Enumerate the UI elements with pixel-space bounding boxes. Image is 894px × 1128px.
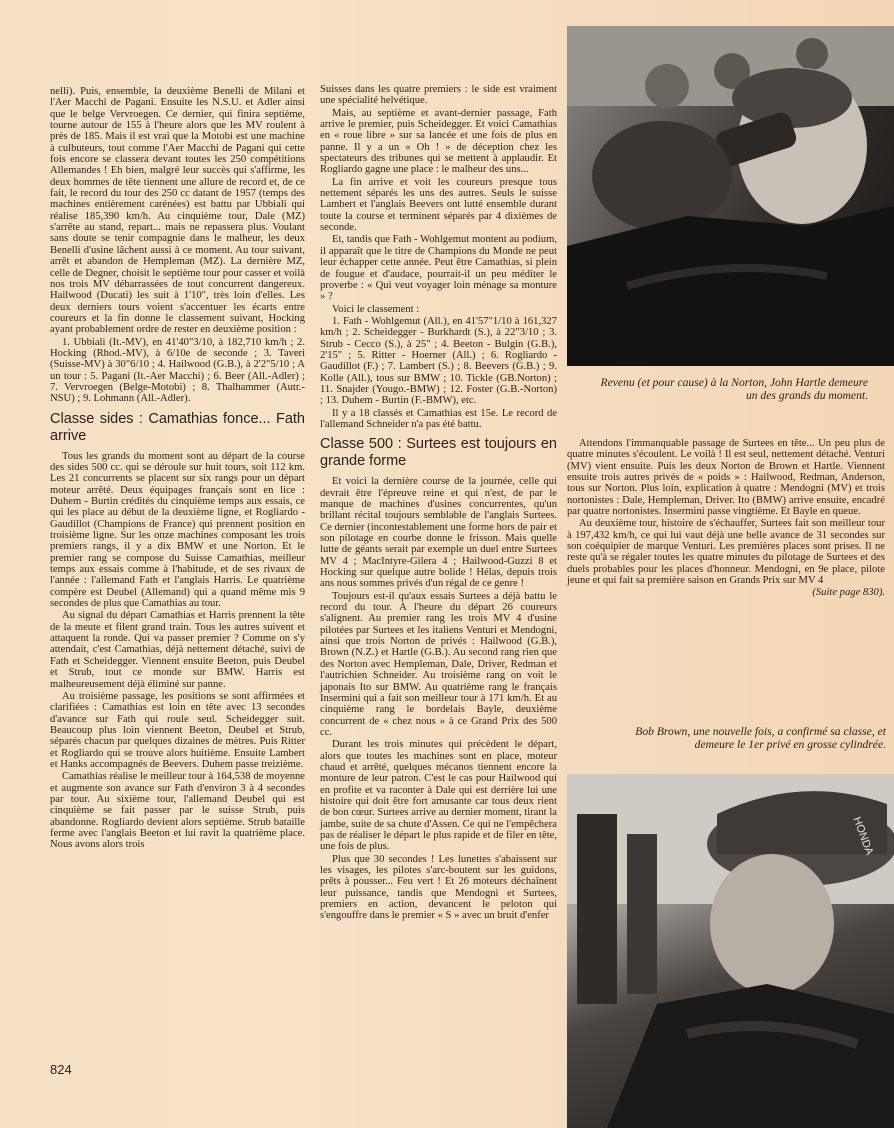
paragraph: Camathias réalise le meilleur tour à 164,538 de moyenne et augmente son avance sur Fath d'environ 3 à 4 secondes par tour. Au sixième tour, l'allemand Deubel qui est cinquième se fait passer par le suisse Strub, puis abandonne. Rogliardo devient alors septième. Strub bataille ferme avec l'anglais Beeton et lui ravit la quatrième place. Nous avons alors trois	[50, 771, 305, 851]
paragraph: Suisses dans les quatre premiers : le side est vraiment une spécialité helvétique.	[320, 84, 557, 107]
paragraph: La fin arrive et voit les coureurs presque tous nettement séparés les uns des autres. Seuls le suisse Lambert et l'anglais Beevers ont lutté ensemble durant toute la course et terminent séparés par 4 dixièmes de seconde.	[320, 176, 557, 234]
paragraph: Au signal du départ Camathias et Harris prennent la tête de la meute et filent grand train. Tous les autres suivent et attaquent la ronde. Qui va passer premier ? Comme on s'y attendait, c'est Camathias, déjà nettement détaché, suivi de Fath et Scheidegger. Viennent ensuite Beeton, puis Deubel et Strub, tout ce monde sur BMW. Harris est malheureusement déjà éliminé sur panne.	[50, 610, 305, 690]
photo-bob-brown	[567, 774, 894, 1128]
page-number: 824	[50, 1062, 72, 1077]
paragraph: Au deuxième tour, histoire de s'échauffer, Surtees fait son meilleur tour à 197,432 km/h, ce qui lui vaut déjà une belle avance de 31 secondes sur son coéquipier de marque Venturi. Les premières places sont prises. Il ne reste qu'à se régaler toutes les quatre minutes du pilotage de Surtees et des duels probables pour les places d'honneur. Mendogni, en 9e place, pilote jeune et qui fait sa première saison en Grands Prix sur MV 4	[567, 518, 885, 587]
photo-brown-illustration	[567, 774, 894, 1128]
results-250: 1. Ubbiali (It.-MV), en 41'40"3/10, à 182,710 km/h ; 2. Hocking (Rhod.-MV), à 6/10e de seconde ; 3. Taveri (Suisse-MV) à 30"6/10 ; 4. Hailwood (G.B.), à 2'2"5/10 ; A un tour : 5. Pagani (It.-Aer Macchi) ; 6. Beer (All.-Adler) ; 7. Vervroegen (Belge-Motobi) ; 8. Thalhammer (Autr.-NSU) ; 9. Lohmann (All.-Adler).	[50, 336, 305, 405]
caption-photo-1: Revenu (et pour cause) à la Norton, John Hartle demeure un des grands du moment.	[600, 376, 868, 402]
paragraph: Tous les grands du moment sont au départ de la course des sides 500 cc. qui se déroule sur huit tours, soit 112 km. Les 21 concurrents se placent sur six rangs pour un départ moteur arrêté. Deux équipages français sont en lice : Duhem - Burtin crédités du cinquième temps aux essais, ce qui les place au début de la deuxième ligne, et Rogliardo - Gaudillot (Champions de France) qui prennent position en troisième ligne. Sur les onze machines composant les trois premiers rangs, il y a dix BMW et une Norton. Et le premier rang se compose du Suisse Camathias, meilleur temps aux essais comme à l'habitude, et de ses rivaux de l'année : l'allemand Fath et l'anglais Harris. Le quatrième compère est Deubel (Allemand) qui a quand même mis 9 secondes de plus que Camathias au tour.	[50, 450, 305, 610]
caption-photo-2: Bob Brown, une nouvelle fois, a confirmé sa classe, et demeure le 1er privé en grosse cylindrée.	[635, 725, 886, 751]
paragraph: Durant les trois minutes qui précèdent le départ, alors que toutes les machines sont en place, moteur chaud et arrêté, quelques mécanos tiennent encore la monture de leur patron. C'est le cas pour Hailwood qui en profite et va raconter à Dale qui est derrière lui une histoire qui doit être fort amusante car tous deux rient de bon cœur. Surtees arrive au dernier moment, tirant la jambe, suite de sa chute d'Assen. Ce qui ne l'empêchera pas de réaliser le départ le plus rapide et de filer en tête, une fois de plus.	[320, 739, 557, 853]
paragraph: Et voici la dernière course de la journée, celle qui devrait être l'épreuve reine et qui n'est, de par le manque de machines d'usines concurrentes, qu'un brillant récital toujours semblable de l'anglais Surtees. Ce dernier (incontestablement une forme hors de pair et son pilotage en courbe donne le frisson. Mais quelle lutte de géants serait par exemple un duel entre Surtees MV 4 ; MacIntyre-Gilera 4 ; Hailwood-Guzzi 8 et Hocking sur quelque autre bolide ! Hélas, depuis trois ans nous sommes privés d'un régal de ce genre !	[320, 476, 557, 590]
paragraph: Voici le classement :	[332, 303, 420, 315]
paragraph: Plus que 30 secondes ! Les lunettes s'abaissent sur les visages, les pilotes s'arc-boutent sur les guidons, prêts à pousser... Feu vert ! Et 26 moteurs déchaînent leur puissance, tandis que Mendogni et Surtees, premiers en action, devancent le peloton qui s'engouffre dans le premier « S » avec un bruit d'enfer	[320, 853, 557, 922]
helmet-lettering: HONDA	[850, 815, 876, 857]
paragraph: Toujours est-il qu'aux essais Surtees a déjà battu le record du tour. A l'heure du départ 26 coureurs s'alignent. Au premier rang les trois MV 4 d'usine pilotées par Surtees et les italiens Venturi et Mendogni, ainsi que trois Norton de privés : Hailwood (G.B.), Brown (N.Z.) et Hartle (G.B.). Au second rang rien que des Norton avec Hempleman, Dale, Driver, Redman et l'autrichien Schneider. Au troisième rang on voit le japonais Ito sur BMW. Au quatrième rang le français Insermini qui a fait son meilleur tour à 171 km/h. Et au cinquième rang le bordelais Bayle, deuxième concurrent de « chez nous » à ce Grand Prix des 500 cc.	[320, 590, 557, 738]
section-heading-sides: Classe sides : Camathias fonce... Fath arrive	[50, 410, 305, 444]
paragraph: Il y a 18 classés et Camathias est 15e. Le record de l'allemand Schneider n'a pas été battu.	[320, 407, 557, 430]
paragraph: Attendons l'immanquable passage de Surtees en tête... Un peu plus de quatre minutes s'écoulent. Le voilà ! Il est seul, nettement détaché. Venturi (MV) vient ensuite. Puis les deux Norton de Brown et Hartle. Viennent ensuite trois autres privés de « poids » : Hailwood, Redman, Anderson, tous sur Norton. Plus loin, explication à quatre : Mendogni (MV) et trois nortonistes : Dale, Hempleman, Driver. Ito (BMW) arrive ensuite, encadré par quatre nortonistes. Insermini passe vingtième. Et Bayle en queue.	[567, 438, 885, 518]
paragraph: Mais, au septième et avant-dernier passage, Fath arrive le premier, puis Scheidegger. Et voici Camathias en « roue libre » sur sa lancée et une fois de plus en panne. Il y a un « Oh ! » de déception chez les spectateurs des tribunes qui se mettent à applaudir. Et Rogliardo gagne une place : le malheur des uns...	[320, 107, 557, 176]
column-1	[50, 86, 305, 852]
column-2	[320, 84, 557, 923]
section-heading-500: Classe 500 : Surtees est toujours en grande forme	[320, 436, 557, 470]
photo-hartle-illustration	[567, 26, 894, 366]
column-3	[567, 438, 885, 600]
results-sides: 1. Fath - Wohlgemut (All.), en 41'57"1/10 à 161,327 km/h ; 2. Scheidegger - Burkhardt (S.), à 22"3/10 ; 3. Strub - Cecco (S.), à 25" ; 4. Beeton - Bulgin (G.B.), 2'15" ; 5. Ritter - Hoerner (All.) ; 6. Rogliardo - Gaudillot (F.) ; 7. Lambert (S.) ; 8. Beevers (G.B.) ; 9. Kolle (All.), tous sur BMW ; 10. Tickle (GB.Norton) ; 11. Snajder (Yougo.-BMW) ; 12. Foster (G.B.-Norton) ; 13. Duhem - Burtin (F.-BMW), etc.	[320, 315, 557, 407]
paragraph: Au troisième passage, les positions se sont affirmées et clarifiées : Camathias est loin en tête avec 13 secondes d'avance sur Fath qui roule seul. Scheidegger suit. Beaucoup plus loin viennent Beeton, Deubel et Strub, séparés chacun par quelques dizaines de mètres. Puis Ritter et Rogliardo qui se trouve alors huitième. Ensuite Lambert et Hanks accompagnés de Beevers. Duhem passe treizième.	[50, 690, 305, 770]
continued-note: (Suite page 830).	[812, 587, 885, 599]
photo-john-hartle	[567, 26, 894, 366]
paragraph: Et, tandis que Fath - Wohlgemut montent au podium, il apparaît que le titre de Champions du Monde ne peut leur échapper cette année. Peut être Camathias, si plein de fougue et d'audace, pourrait-il un peu méditer le proverbe : « Qui veut voyager loin ménage sa monture » ?	[320, 234, 557, 303]
paragraph: nelli). Puis, ensemble, la deuxième Benelli de Milani et l'Aer Macchi de Pagani. Ensuite les N.S.U. et Adler ainsi que le belge Vervroegen. Ce dernier, qui finira septième, tourne autour de 155 à l'heure alors que les MV roulent à près de 185. Mais il est vrai que la Motobi est une machine à culbuteurs, tout comme l'Aer Macchi de Pagani qui cette fois encore se classera devant toutes les 250 compétitions Allemandes ! Eh bien, malgré leur succès qui s'affirme, les deux hommes de tête tiennent une allure de record et, de ce fait, le record du tour des 250 cc datant de 1957 (temps des machines entièrement carénées) est battu par Ubbiali qui réalise 185,390 km/h. Au cinquième tour, Dale (MZ) s'arrête au stand, repart... mais ne repassera plus. Voulant sans doute se tenir compagnie dans le malheur, les deux Benelli d'usine lâchent aussi à ce moment. Au tour suivant, arrêt et abandon de Hempleman (MZ). La dernière MZ, celle de Degner, choisit le septième tour pour casser et voilà nos trois MV débarrassées de tout concurrent dangereux. Hailwood (Ducati) les suit à 1'10", très loin d'elles. Les deux derniers tours voient s'accentuer les écarts entre coureurs et la fin donne le classement suivant, Hocking ayant probablement ordre de rester en deuxième position :	[50, 86, 305, 336]
